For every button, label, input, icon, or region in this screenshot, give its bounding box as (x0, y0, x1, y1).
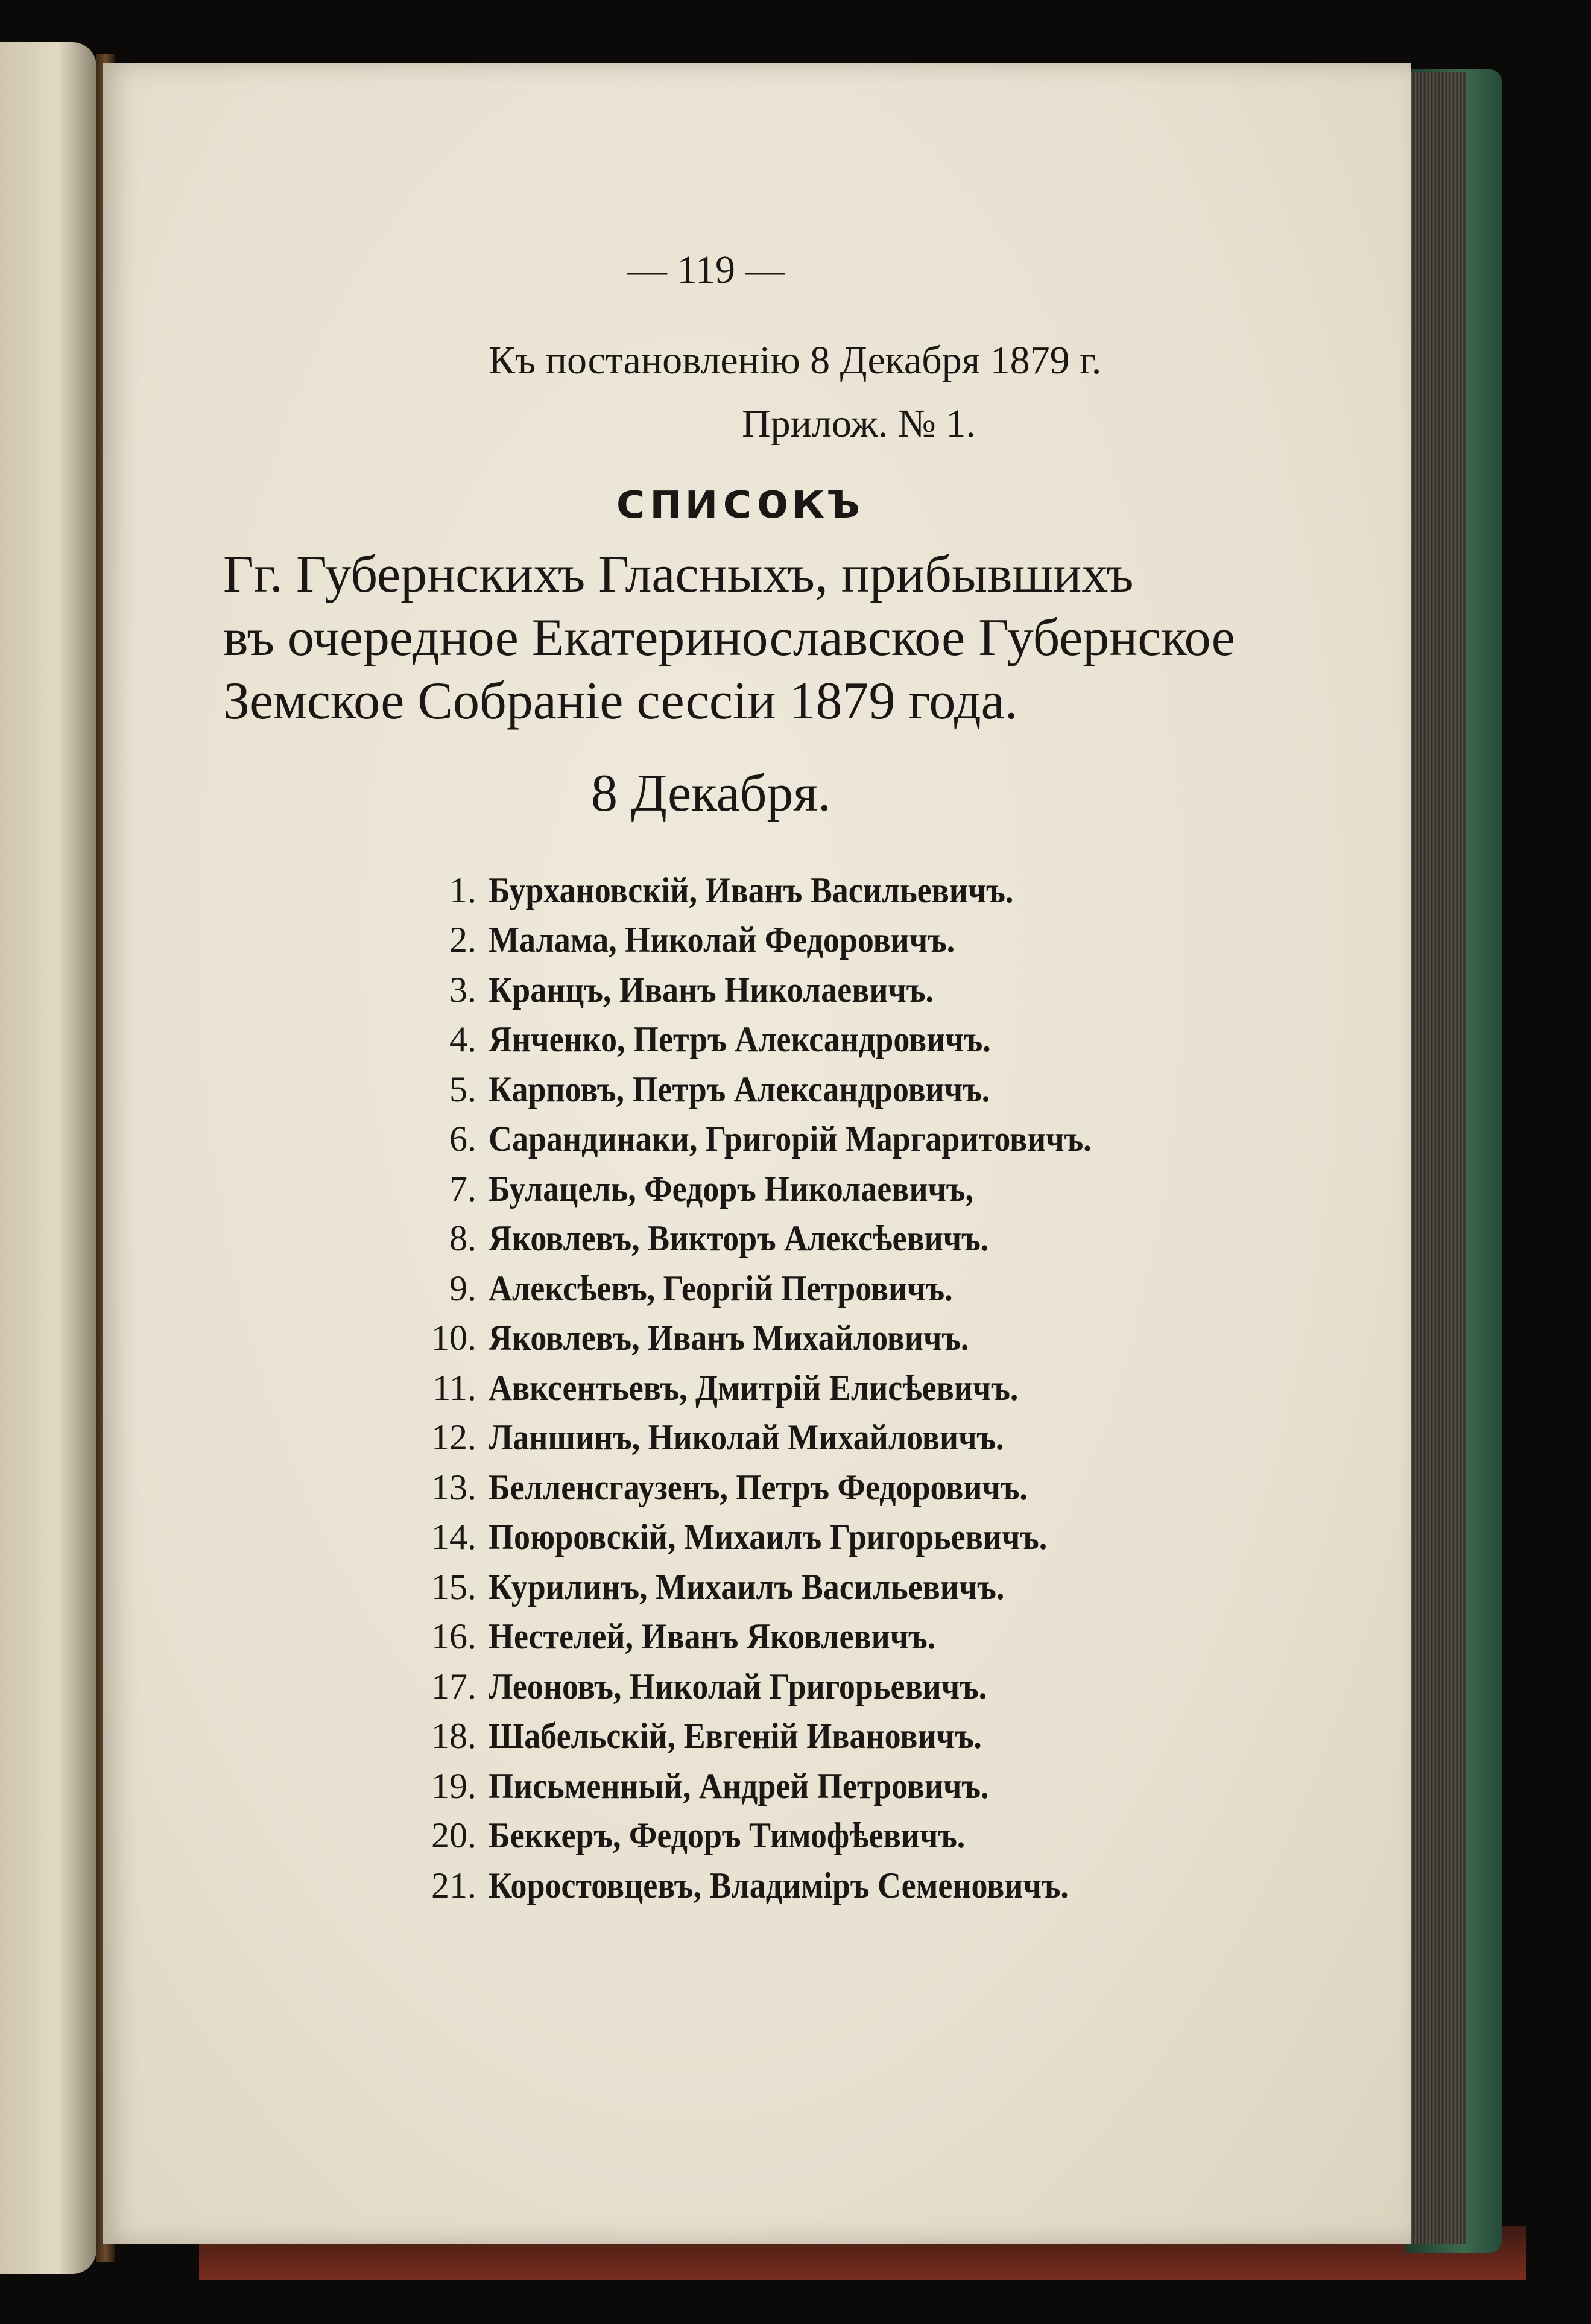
item-number: 7. (449, 1168, 476, 1209)
list-item (356, 1363, 1230, 1413)
item-name: Беккеръ, Федоръ Тимофѣевичъ. (489, 1816, 966, 1856)
item-number: 13. (431, 1467, 476, 1507)
item-number: 4. (449, 1019, 476, 1060)
page-number: — 119 — (627, 248, 785, 292)
item-name: Булацель, Федоръ Николаевичъ, (489, 1168, 973, 1209)
item-number: 19. (431, 1765, 476, 1806)
list-item (356, 916, 1230, 966)
item-name: Кранцъ, Иванъ Николаевичъ. (489, 969, 934, 1010)
item-name: Курилинъ, Михаилъ Васильевичъ. (489, 1566, 1005, 1607)
subtitle-line: Гг. Губернскихъ Гласныхъ, прибывшихъ (223, 545, 1134, 604)
item-name: Шабельскій, Евгеній Ивановичъ. (489, 1716, 982, 1756)
item-number: 1. (449, 870, 476, 910)
item-name: Поюровскій, Михаилъ Григорьевичъ. (489, 1517, 1048, 1557)
item-number: 6. (449, 1119, 476, 1159)
item-number: 15. (431, 1566, 476, 1607)
list-item (356, 1861, 1230, 1911)
list-subtitle (223, 543, 1273, 733)
list-item (356, 1562, 1230, 1612)
session-date: 8 Декабря. (591, 764, 831, 823)
item-number: 10. (431, 1318, 476, 1358)
item-name: Леоновъ, Николай Григорьевичъ. (489, 1666, 987, 1706)
item-name: Сарандинаки, Григорій Маргаритовичъ. (489, 1119, 1092, 1159)
item-number: 16. (431, 1616, 476, 1657)
list-item (356, 1513, 1230, 1563)
book-page (103, 63, 1411, 2244)
list-item (356, 1015, 1230, 1065)
item-name: Малама, Николай Федоровичъ. (489, 920, 955, 960)
names-list (356, 866, 1230, 1911)
item-number: 2. (449, 920, 476, 960)
item-number: 20. (431, 1816, 476, 1856)
item-number: 14. (431, 1517, 476, 1557)
list-item (356, 1264, 1230, 1314)
item-number: 21. (431, 1865, 476, 1905)
list-item (356, 1612, 1230, 1662)
list-item (356, 1712, 1230, 1762)
list-item (356, 1662, 1230, 1712)
item-number: 9. (449, 1268, 476, 1308)
subtitle-line: въ очередное Екатеринославское Губернское (223, 609, 1235, 667)
item-name: Белленсгаузенъ, Петръ Федоровичъ. (489, 1467, 1028, 1507)
item-number: 17. (431, 1666, 476, 1706)
item-number: 5. (449, 1069, 476, 1109)
list-item (356, 1811, 1230, 1861)
list-item (356, 1065, 1230, 1115)
item-name: Коростовцевъ, Владиміръ Семеновичъ. (489, 1865, 1069, 1905)
decree-reference: Къ постановленію 8 Декабря 1879 г. (489, 338, 1102, 382)
subtitle-line: Земское Собраніе сессіи 1879 года. (223, 672, 1018, 730)
item-number: 12. (431, 1417, 476, 1458)
item-name: Письменный, Андрей Петровичъ. (489, 1765, 989, 1806)
list-item (356, 1463, 1230, 1513)
list-item (356, 965, 1230, 1015)
list-item (356, 1761, 1230, 1811)
list-item (356, 866, 1230, 916)
item-name: Карповъ, Петръ Александровичъ. (489, 1069, 990, 1109)
left-page-edge (0, 42, 96, 2274)
item-number: 8. (449, 1218, 476, 1259)
appendix-reference: Прилож. № 1. (742, 402, 976, 446)
item-name: Ланшинъ, Николай Михайловичъ. (489, 1417, 1004, 1458)
item-name: Янченко, Петръ Александровичъ. (489, 1019, 991, 1060)
list-item (356, 1413, 1230, 1463)
list-item (356, 1214, 1230, 1264)
list-item (356, 1164, 1230, 1214)
item-number: 3. (449, 969, 476, 1010)
item-name: Яковлевъ, Викторъ Алексѣевичъ. (489, 1218, 989, 1259)
list-item (356, 1314, 1230, 1364)
item-name: Бурхановскій, Иванъ Васильевичъ. (489, 870, 1014, 910)
item-name: Нестелей, Иванъ Яковлевичъ. (489, 1616, 936, 1657)
item-number: 11. (432, 1367, 476, 1408)
item-name: Яковлевъ, Иванъ Михайловичъ. (489, 1318, 969, 1358)
item-name: Авксентьевъ, Дмитрій Елисѣевичъ. (489, 1367, 1019, 1408)
item-number: 18. (431, 1716, 476, 1756)
list-heading: СПИСОКЪ (614, 483, 864, 527)
list-item (356, 1115, 1230, 1165)
item-name: Алексѣевъ, Георгій Петровичъ. (489, 1268, 953, 1308)
